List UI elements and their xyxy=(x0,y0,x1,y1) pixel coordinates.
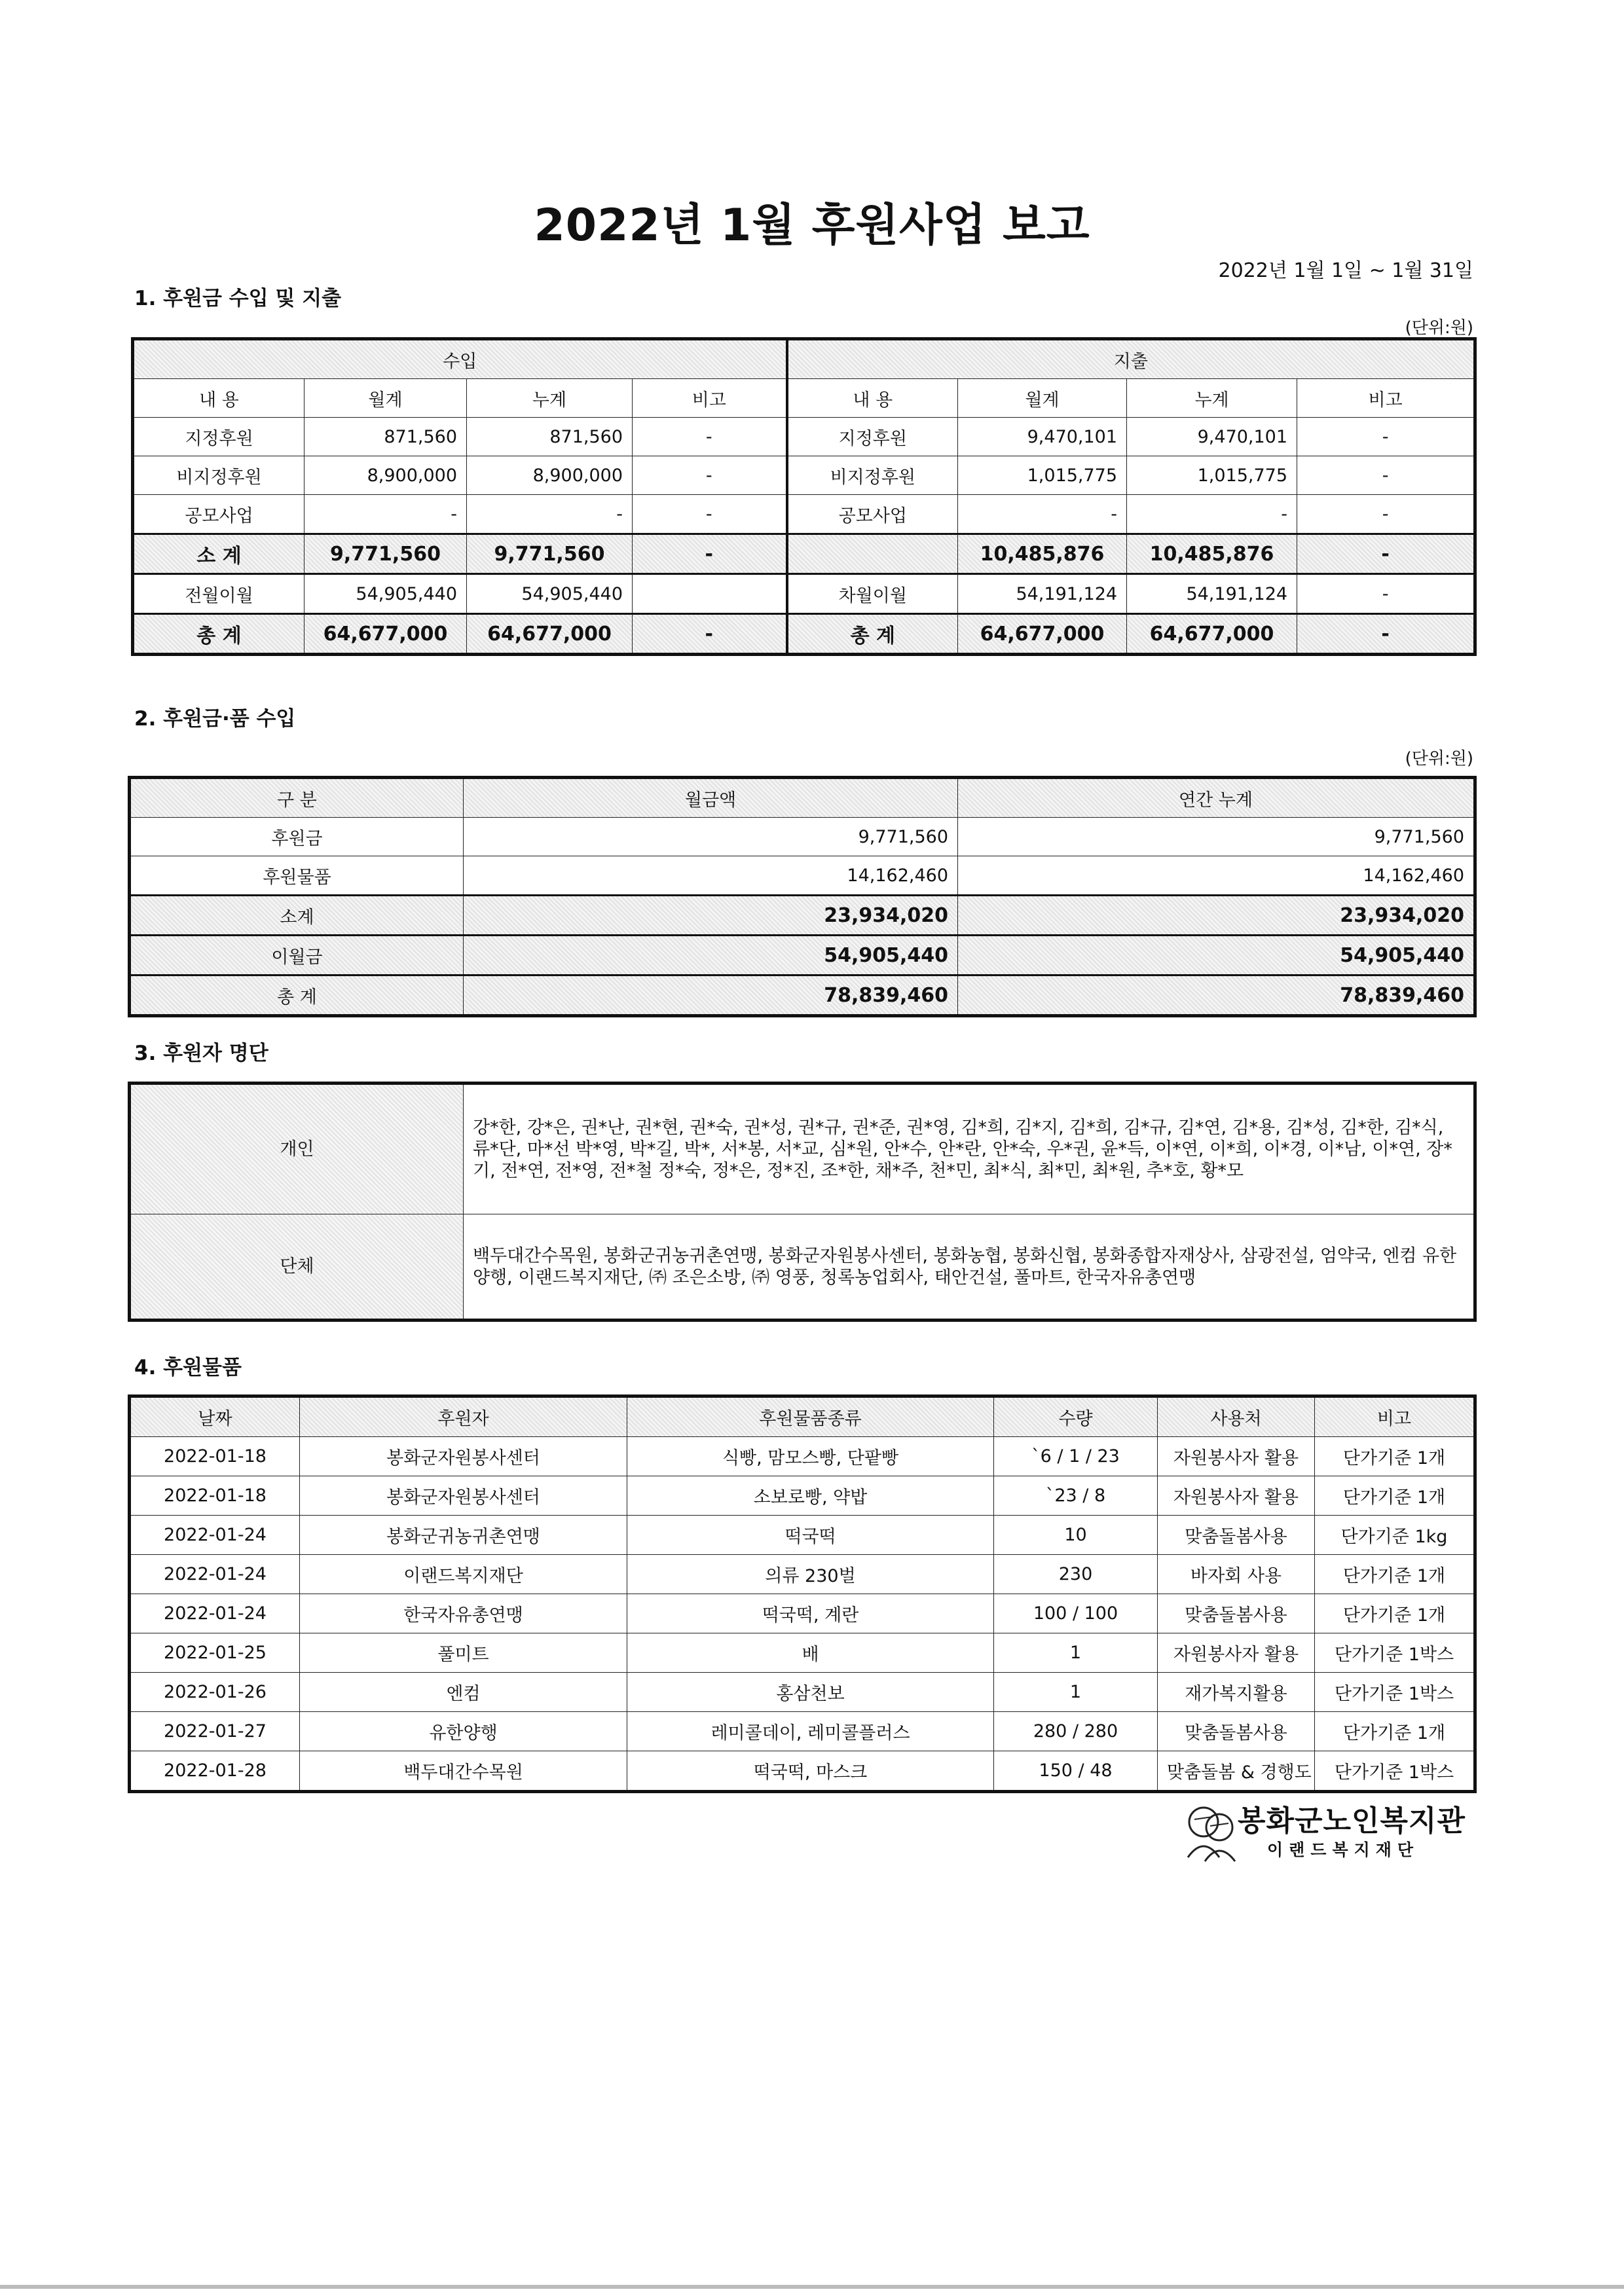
table-cell: 총 계 xyxy=(130,975,464,1016)
group-label: 단체 xyxy=(130,1214,464,1321)
table-cell: 총 계 xyxy=(133,614,304,655)
table-cell: 871,560 xyxy=(304,418,467,456)
table-cell: 공모사업 xyxy=(133,495,304,534)
logo-name: 봉화군노인복지관 xyxy=(1238,1804,1466,1838)
table-cell: 공모사업 xyxy=(787,495,958,534)
table-cell: 떡국떡, 계란 xyxy=(627,1594,994,1633)
table-cell: 단가기준 1개 xyxy=(1315,1476,1475,1516)
column-header: 비고 xyxy=(1297,379,1475,418)
column-header: 후원자 xyxy=(300,1396,627,1437)
table-cell: 64,677,000 xyxy=(958,614,1127,655)
table-cell: 홍삼천보 xyxy=(627,1673,994,1712)
table-cell: 23,934,020 xyxy=(958,896,1475,936)
table-cell: 봉화군자원봉사센터 xyxy=(300,1476,627,1516)
table-cell: 23,934,020 xyxy=(464,896,958,936)
table-cell: 64,677,000 xyxy=(1127,614,1297,655)
table-cell: 871,560 xyxy=(467,418,633,456)
table-cell: 2022-01-25 xyxy=(130,1633,300,1673)
table-cell: 한국자유총연맹 xyxy=(300,1594,627,1633)
table-cell: 64,677,000 xyxy=(304,614,467,655)
table-cell: 9,771,560 xyxy=(464,818,958,856)
table-row xyxy=(130,1633,1475,1673)
table-cell: 단가기준 1개 xyxy=(1315,1594,1475,1633)
table-cell xyxy=(787,534,958,574)
table-cell: 의류 230벌 xyxy=(627,1555,994,1594)
table-cell: `6 / 1 / 23 xyxy=(994,1437,1158,1476)
scan-edge-line xyxy=(0,2285,1624,2289)
report-period: 2022년 1월 1일 ~ 1월 31일 xyxy=(1218,259,1473,282)
table-cell: 2022-01-18 xyxy=(130,1476,300,1516)
table-cell: 맞춤돌봄사용 xyxy=(1158,1516,1315,1555)
table-cell: 10 xyxy=(994,1516,1158,1555)
table-cell: - xyxy=(1297,574,1475,614)
column-header: 월계 xyxy=(304,379,467,418)
table-cell: 후원금 xyxy=(130,818,464,856)
section4-heading: 4. 후원물품 xyxy=(134,1356,242,1379)
table-cell: 230 xyxy=(994,1555,1158,1594)
table-cell: 2022-01-24 xyxy=(130,1516,300,1555)
table-cell: 봉화군자원봉사센터 xyxy=(300,1437,627,1476)
table-cell: 비지정후원 xyxy=(133,456,304,495)
table-cell: 백두대간수목원 xyxy=(300,1751,627,1792)
table-cell: 64,677,000 xyxy=(467,614,633,655)
table-cell: 2022-01-26 xyxy=(130,1673,300,1712)
table-cell: - xyxy=(633,534,787,574)
table-row xyxy=(130,1476,1475,1516)
table-row xyxy=(130,1751,1475,1792)
table-cell: - xyxy=(1127,495,1297,534)
table-cell: 단가기준 1박스 xyxy=(1315,1633,1475,1673)
column-header: 비고 xyxy=(1315,1396,1475,1437)
table-cell: - xyxy=(1297,614,1475,655)
table-row xyxy=(130,1594,1475,1633)
column-header: 누계 xyxy=(1127,379,1297,418)
table-row xyxy=(130,1437,1475,1476)
table-cell: 54,905,440 xyxy=(464,936,958,975)
table-cell: 단가기준 1개 xyxy=(1315,1712,1475,1751)
table-cell: 54,905,440 xyxy=(958,936,1475,975)
table-cell: 단가기준 1kg xyxy=(1315,1516,1475,1555)
table-cell: 이랜드복지재단 xyxy=(300,1555,627,1594)
expense-header: 지출 xyxy=(787,339,1475,379)
table-cell: 8,900,000 xyxy=(467,456,633,495)
column-header: 누계 xyxy=(467,379,633,418)
table-cell: - xyxy=(1297,456,1475,495)
individual-donor-list: 강*한, 강*은, 권*난, 권*현, 권*숙, 권*성, 권*규, 권*준, 권*영, 김*희, 김*지, 김*희, 김*규, 김*연, 김*용, 김*성, 김*한, 김*식, 류*단, 마*선 박*영, 박*길, 박*, 서*봉, 서*교, 심*원, 안*수, 안*란, 안*숙, 우*권, 윤*득, 이*연, 이*희, 이*경, 이*남, 이*연, 장*기, 전*연, 전*영, 전*철 정*숙, 정*은, 정*진, 조*한, 채*주, 천*민, 최*식, 최*민, 최*원, 추*호, 황*모 xyxy=(464,1084,1475,1214)
column-header: 월계 xyxy=(958,379,1127,418)
table-cell: 맞춤돌봄 & 경행도 xyxy=(1158,1751,1315,1792)
group-donor-list: 백두대간수목원, 봉화군귀농귀촌연맹, 봉화군자원봉사센터, 봉화농협, 봉화신협, 봉화종합자재상사, 삼광전설, 엄약국, 엔컴 유한양행, 이랜드복지재단, ㈜ 조은소방, ㈜ 영풍, 청록농업회사, 태안건설, 풀마트, 한국자유총연맹 xyxy=(464,1214,1475,1321)
table-cell: 280 / 280 xyxy=(994,1712,1158,1751)
table-cell: 78,839,460 xyxy=(464,975,958,1016)
table-cell: 지정후원 xyxy=(787,418,958,456)
table-cell: - xyxy=(304,495,467,534)
table-cell: 배 xyxy=(627,1633,994,1673)
column-header: 비고 xyxy=(633,379,787,418)
table-cell xyxy=(633,574,787,614)
table-cell: 14,162,460 xyxy=(958,856,1475,896)
table-cell: 총 계 xyxy=(787,614,958,655)
table-cell: 1,015,775 xyxy=(958,456,1127,495)
table-cell: 78,839,460 xyxy=(958,975,1475,1016)
individual-label: 개인 xyxy=(130,1084,464,1214)
table-cell: 2022-01-28 xyxy=(130,1751,300,1792)
table-cell: - xyxy=(1297,495,1475,534)
table-cell: 9,470,101 xyxy=(1127,418,1297,456)
table-cell: 단가기준 1개 xyxy=(1315,1555,1475,1594)
table-cell: 떡국떡, 마스크 xyxy=(627,1751,994,1792)
column-header: 내 용 xyxy=(787,379,958,418)
table-cell: 10,485,876 xyxy=(1127,534,1297,574)
table-cell: 이월금 xyxy=(130,936,464,975)
section1-unit: (단위:원) xyxy=(1405,318,1473,338)
table-cell: 54,191,124 xyxy=(958,574,1127,614)
table-cell: - xyxy=(467,495,633,534)
table-cell: 전월이월 xyxy=(133,574,304,614)
table-cell: 2022-01-24 xyxy=(130,1555,300,1594)
table-cell: 150 / 48 xyxy=(994,1751,1158,1792)
table-cell: 소보로빵, 약밥 xyxy=(627,1476,994,1516)
table-cell: 맞춤돌봄사용 xyxy=(1158,1594,1315,1633)
table-cell: 9,771,560 xyxy=(467,534,633,574)
table-cell: 차월이월 xyxy=(787,574,958,614)
table-cell: 54,905,440 xyxy=(304,574,467,614)
column-header: 사용처 xyxy=(1158,1396,1315,1437)
income-expense-table xyxy=(131,337,1477,656)
table-cell: 단가기준 1박스 xyxy=(1315,1751,1475,1792)
table-row xyxy=(130,1712,1475,1751)
logo-subtitle: 이랜드복지재단 xyxy=(1267,1840,1420,1859)
table-cell: 후원물품 xyxy=(130,856,464,896)
table-cell: 2022-01-27 xyxy=(130,1712,300,1751)
table-cell: 맞춤돌봄사용 xyxy=(1158,1712,1315,1751)
donation-income-table xyxy=(128,776,1477,1017)
table-cell: - xyxy=(1297,418,1475,456)
section2-heading: 2. 후원금·품 수입 xyxy=(134,707,296,731)
table-cell: - xyxy=(1297,534,1475,574)
table-cell: 단가기준 1개 xyxy=(1315,1437,1475,1476)
table-cell: 9,771,560 xyxy=(304,534,467,574)
table-cell: 비지정후원 xyxy=(787,456,958,495)
table-cell: 소계 xyxy=(130,896,464,936)
table-cell: 1,015,775 xyxy=(1127,456,1297,495)
table-cell: 자원봉사자 활용 xyxy=(1158,1476,1315,1516)
column-header: 수량 xyxy=(994,1396,1158,1437)
table-cell: 1 xyxy=(994,1633,1158,1673)
section3-heading: 3. 후원자 명단 xyxy=(134,1042,268,1065)
table-cell: 풀미트 xyxy=(300,1633,627,1673)
column-header: 날짜 xyxy=(130,1396,300,1437)
table-cell: 레미콜데이, 레미콜플러스 xyxy=(627,1712,994,1751)
table-cell: 바자회 사용 xyxy=(1158,1555,1315,1594)
table-cell: 2022-01-18 xyxy=(130,1437,300,1476)
column-header: 후원물품종류 xyxy=(627,1396,994,1437)
page-title: 2022년 1월 후원사업 보고 xyxy=(534,200,1090,251)
table-cell: 식빵, 맘모스빵, 단팥빵 xyxy=(627,1437,994,1476)
table-cell: 14,162,460 xyxy=(464,856,958,896)
table-cell: - xyxy=(633,495,787,534)
section2-unit: (단위:원) xyxy=(1405,749,1473,769)
table-cell: 봉화군귀농귀촌연맹 xyxy=(300,1516,627,1555)
table-cell: 9,470,101 xyxy=(958,418,1127,456)
table-cell: `23 / 8 xyxy=(994,1476,1158,1516)
table-cell: 재가복지활용 xyxy=(1158,1673,1315,1712)
table-cell: 자원봉사자 활용 xyxy=(1158,1633,1315,1673)
table-cell: 2022-01-24 xyxy=(130,1594,300,1633)
column-header: 구 분 xyxy=(130,778,464,818)
table-cell: 지정후원 xyxy=(133,418,304,456)
table-cell: - xyxy=(633,456,787,495)
table-cell: 유한양행 xyxy=(300,1712,627,1751)
table-cell: 단가기준 1박스 xyxy=(1315,1673,1475,1712)
table-cell: 10,485,876 xyxy=(958,534,1127,574)
table-cell: 자원봉사자 활용 xyxy=(1158,1437,1315,1476)
table-cell: 1 xyxy=(994,1673,1158,1712)
table-cell: 100 / 100 xyxy=(994,1594,1158,1633)
donated-goods-table xyxy=(128,1394,1477,1793)
table-cell: 떡국떡 xyxy=(627,1516,994,1555)
income-header: 수입 xyxy=(133,339,787,379)
table-cell: 9,771,560 xyxy=(958,818,1475,856)
table-cell: 엔컴 xyxy=(300,1673,627,1712)
donor-list-table xyxy=(128,1082,1477,1322)
section1-heading: 1. 후원금 수입 및 지출 xyxy=(134,287,342,310)
table-cell: - xyxy=(633,614,787,655)
table-cell: 54,905,440 xyxy=(467,574,633,614)
table-row xyxy=(130,1555,1475,1594)
table-cell: 8,900,000 xyxy=(304,456,467,495)
table-cell: 54,191,124 xyxy=(1127,574,1297,614)
table-cell: - xyxy=(633,418,787,456)
table-cell: - xyxy=(958,495,1127,534)
table-cell: 소 계 xyxy=(133,534,304,574)
column-header: 연간 누계 xyxy=(958,778,1475,818)
column-header: 월금액 xyxy=(464,778,958,818)
table-row xyxy=(130,1673,1475,1712)
column-header: 내 용 xyxy=(133,379,304,418)
table-row xyxy=(130,1516,1475,1555)
